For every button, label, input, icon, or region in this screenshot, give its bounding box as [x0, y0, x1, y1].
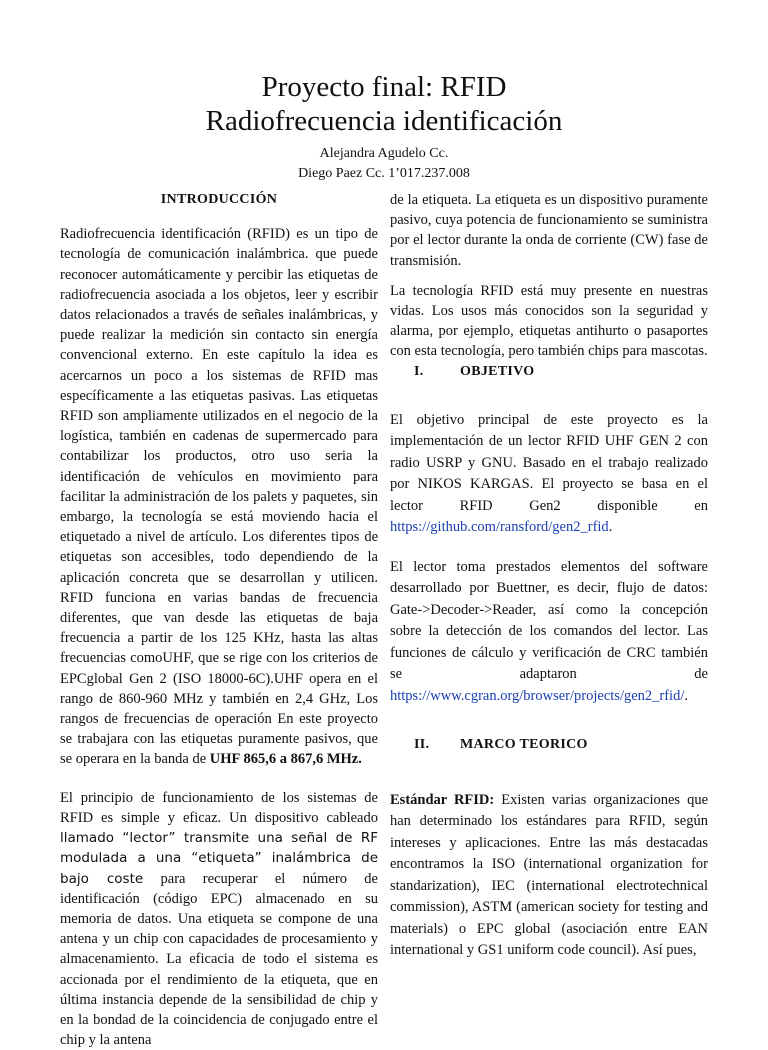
reader-text: El lector toma prestados elementos del software desarrollado por Buettner, es decir, flujo de datos: Gate->Decoder->Reader, así como la concepción sobre la detección de los comandos del lector. Las funciones de cálculo y verificación de CRC también se adaptaron de: [390, 558, 708, 683]
objective-text-end: .: [608, 519, 613, 536]
github-link[interactable]: https://github.com/ransford/gen2_rfid: [390, 519, 609, 536]
author-1: Alejandra Agudelo Cc.: [319, 146, 449, 161]
reader-text-end: .: [684, 687, 688, 704]
intro-paragraph: [60, 224, 378, 769]
standard-text: Existen varias organizaciones que han determinado los estándares para RFID, según intereses y aplicaciones. Entre las más destacadas encontramos la ISO (international organization for standarization), IEC (international electrotechnical commission), ASTM (american society for testing and materials) o EPC global (asociación entre EAN international y GS1 uniform code council). Así pues,: [390, 791, 709, 959]
tag-paragraph: de la etiqueta. La etiqueta es un dispositivo puramente pasivo, cuya potencia de funcionamiento se suministra por el lector durante la onda de corriente (CW) fase de transmisión.: [390, 192, 708, 269]
standard-bold: Estándar RFID:: [390, 791, 495, 808]
theory-heading: [390, 735, 708, 755]
principle-text-a: El principio de funcionamiento de los sistemas de RFID es simple y eficaz. Un dispositivo cableado: [60, 789, 378, 826]
page-title-line-1: Proyecto final: RFID: [261, 71, 507, 103]
objective-paragraph: [390, 410, 708, 539]
principle-paragraph: [60, 788, 378, 1050]
standard-paragraph: [390, 790, 708, 962]
reader-paragraph: [390, 557, 708, 708]
principle-text-c: para recuperar el número de identificación (código EPC) almacenado en su memoria de datos. Una etiqueta se compone de una antena y un chip con capacidades de procesamiento y almacenamiento. La eficacia de todo el sistema es accionada por el rendimiento de la etiqueta, que en última instancia depende de la sensibilidad de chip y en la bondad de la coincidencia de conjugado entre el chip y la antena: [60, 870, 378, 1049]
cgran-link[interactable]: https://www.cgran.org/browser/projects/gen2_rfid/: [390, 687, 685, 704]
intro-heading: INTRODUCCIÓN: [160, 192, 278, 207]
objective-text: El objetivo principal de este proyecto es la implementación de un lector RFID UHF GEN 2 con radio USRP y GNU. Basado en el trabajo realizado por NIKOS KARGAS. El proyecto se basa en el lector RFID Gen2 disponible en: [390, 411, 708, 514]
uses-paragraph: La tecnología RFID está muy presente en nuestras vidas. Los usos más conocidos son la seguridad y alarma, por ejemplo, etiquetas antihurto o pasaportes con esta tecnología, pero también chips para mascotas.: [390, 282, 708, 360]
theory-heading-number: II.: [414, 737, 430, 753]
author-2: Diego Paez Cc. 1’017.237.008: [298, 166, 470, 181]
page-title-line-2: Radiofrecuencia identificación: [205, 105, 563, 137]
intro-text: Radiofrecuencia identificación (RFID) es un tipo de tecnología de comunicación inalámbrica. que puede reconocer automáticamente y percibir las etiquetas de radiofrecuencia asociada a los objetos, leer y escribir datos relacionados a través de señales inalámbricas, y puede realizar la medición sin contacto sin energía convencional externo. En este capítulo la idea es acercarnos un poco a los sistemas de RFID mas específicamente a las etiquetas pasivas. Las etiquetas RFID son ampliamente utilizados en el negocio de la logística, también en cadenas de supermercado para contabilizar los productos, otro uso seria la identificación de vehículos en movimiento para facilitar la administración de los palets y paquetes, sin embargo, la tecnología se está moviendo hacia el etiquetado a nivel de artículo. Los diferentes tipos de etiquetas son accesibles, todo dependiendo de la aplicación concreta que se desarrollan y utilicen. RFID funciona en varias bandas de frecuencia diferentes, que van desde las etiquetas de baja frecuencia a partir de los 125 KHz, hasta las altas frecuencias comoUHF, que se rige con los criterios de EPCglobal Gen 2 (ISO 18000-6C).UHF opera en el rango de 860-960 MHz y también en 2,4 GHz, Los rangos de frecuencias de operación En este proyecto se trabajara con las etiquetas puramente pasivos, que se operara en la banda de: [60, 226, 378, 768]
title-block: [0, 70, 768, 184]
objective-heading-text: OBJETIVO: [460, 363, 535, 379]
objective-heading: [390, 362, 708, 382]
objective-heading-number: I.: [414, 363, 424, 379]
uhf-band-bold: UHF 865,6 a 867,6 MHz.: [209, 751, 362, 768]
principle-text-b: llamado “lector” transmite una señal de RF modulada a una “etiqueta” inalámbrica de bajo coste: [60, 830, 378, 887]
right-column: [390, 190, 708, 962]
theory-heading-text: MARCO TEORICO: [460, 737, 588, 753]
left-column: [60, 190, 378, 1050]
